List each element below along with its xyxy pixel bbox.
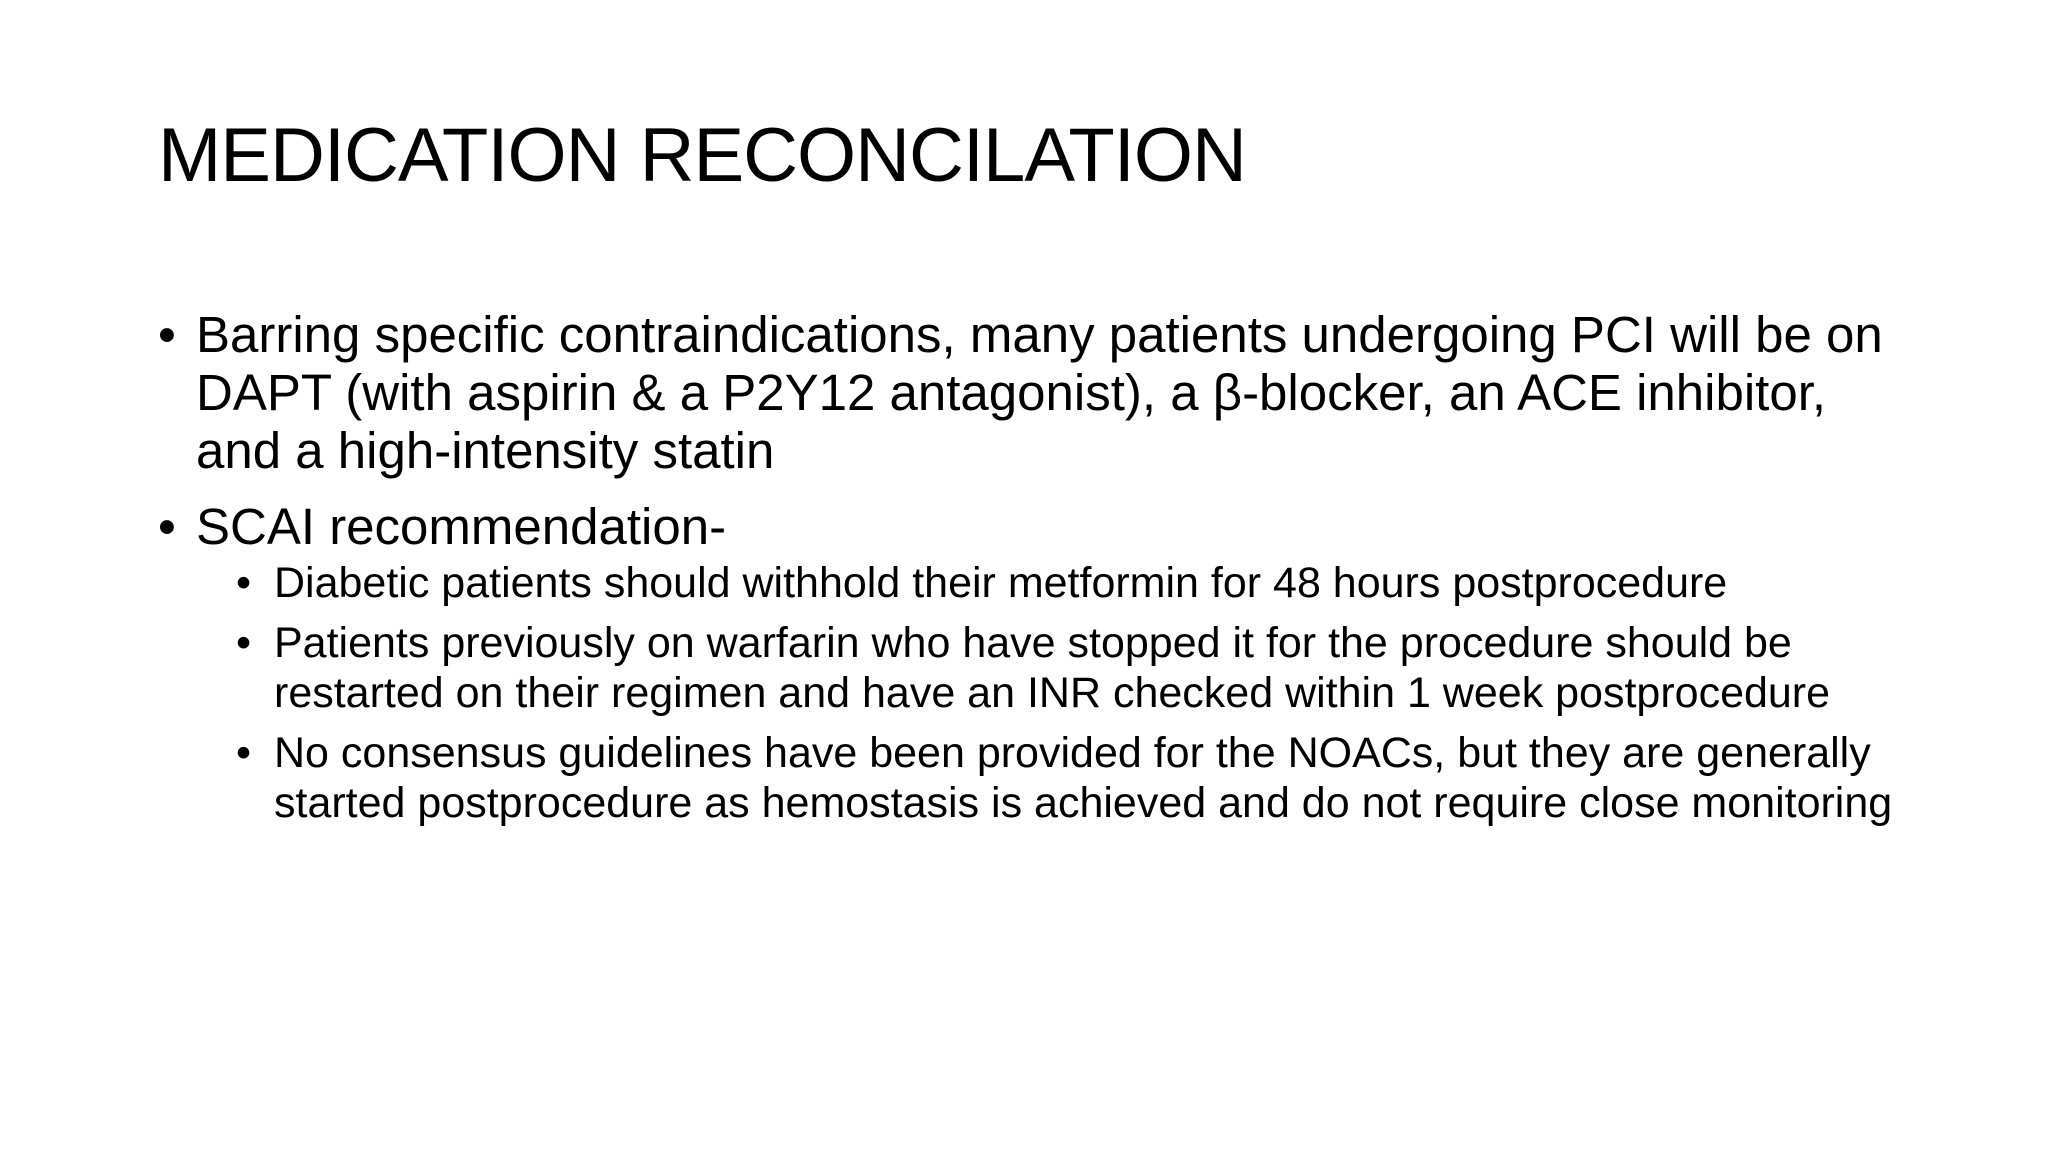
bullet-icon: •: [158, 306, 176, 363]
slide-title: MEDICATION RECONCILATION: [158, 113, 1246, 198]
sub-bullet-text: Diabetic patients should withhold their metformin for 48 hours postprocedure: [274, 559, 1728, 607]
bullet-item: [158, 306, 1918, 480]
bullet-icon: •: [236, 559, 252, 607]
sub-bullet-item: [236, 728, 1918, 828]
sub-bullet-text: No consensus guidelines have been provided for the NOACs, but they are generally started postprocedure as hemostasis is achieved and do not require close monitoring: [274, 729, 1893, 827]
bullet-item: [158, 498, 1918, 828]
sub-bullet-item: [236, 558, 1918, 608]
bullet-icon: •: [236, 619, 252, 667]
bullet-icon: •: [158, 498, 176, 555]
bullet-text: SCAI recommendation-: [196, 498, 727, 555]
bullet-icon: •: [236, 729, 252, 777]
sub-bullet-text: Patients previously on warfarin who have stopped it for the procedure should be restarted on their regimen and have an INR checked within 1 week postprocedure: [274, 619, 1831, 717]
sub-bullet-list: [236, 558, 1918, 828]
sub-bullet-item: [236, 618, 1918, 718]
bullet-list: [158, 306, 1918, 846]
bullet-text: Barring specific contraindications, many patients undergoing PCI will be on DAPT (with aspirin & a P2Y12 antagonist), a β-blocker, an ACE inhibitor, and a high-intensity statin: [196, 306, 1883, 479]
